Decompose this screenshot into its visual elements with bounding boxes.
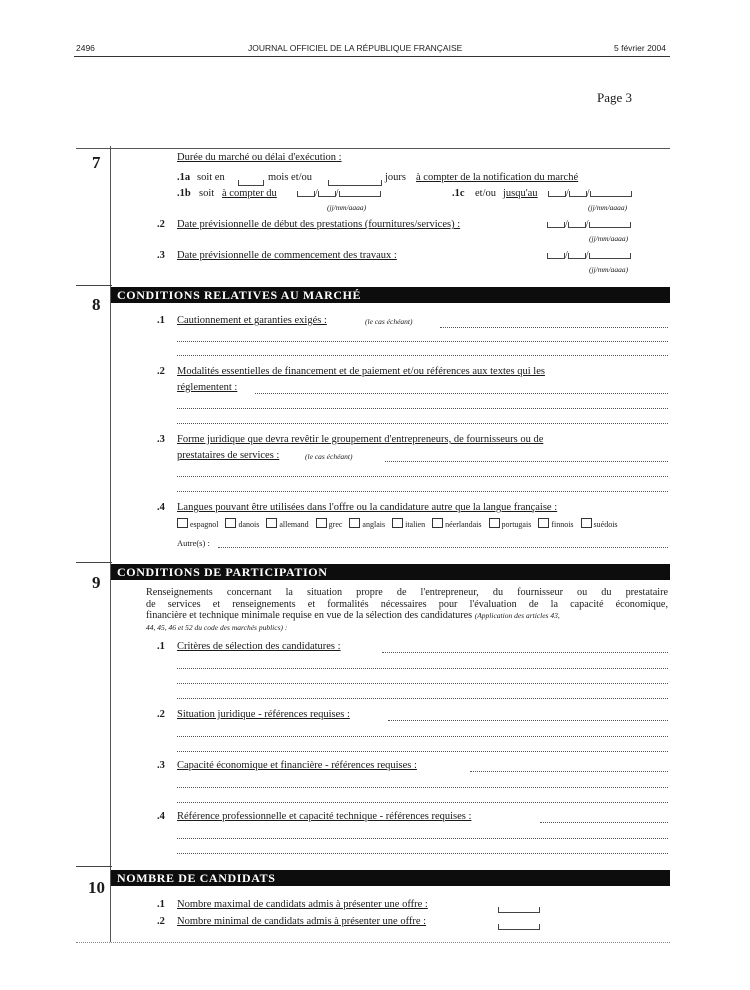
answer-line[interactable] (177, 853, 668, 854)
answer-line[interactable] (177, 698, 668, 699)
answer-line[interactable] (177, 683, 668, 684)
checkbox[interactable] (489, 518, 500, 528)
language-label: finnois (551, 520, 574, 529)
section-banner: NOMBRE DE CANDIDATS (111, 870, 670, 886)
checkbox[interactable] (177, 518, 188, 528)
bottom-rule (76, 942, 670, 943)
answer-line[interactable] (385, 461, 668, 462)
min-candidates-field[interactable] (498, 916, 540, 934)
item-number: .3 (157, 434, 165, 445)
answer-line[interactable] (177, 838, 668, 839)
language-option[interactable] (581, 520, 618, 529)
item-label: à compter de la notification du marché (416, 172, 579, 183)
answer-line[interactable] (177, 341, 668, 342)
language-label: portugais (501, 520, 532, 529)
intro-note: 44, 45, 46 et 52 du code des marchés publics) : (146, 622, 288, 632)
section-number: 10 (88, 878, 105, 897)
section-title: Durée du marché ou délai d'exécution : (177, 152, 342, 163)
item-number: .1a (177, 172, 191, 183)
item-number: .4 (157, 811, 165, 822)
date-format-hint: (jj/mm/aaaa) (589, 234, 629, 243)
item-label: Modalités essentielles de financement et de paiement et/ou références aux textes qui les (177, 366, 545, 377)
section-intro (146, 587, 668, 633)
answer-line[interactable] (177, 787, 668, 788)
answer-line[interactable] (255, 393, 668, 394)
item-label: jours (385, 172, 406, 183)
item-number: .4 (157, 502, 165, 513)
answer-line[interactable] (177, 491, 668, 492)
item-label: Nombre minimal de candidats admis à présenter une offre : (177, 916, 427, 927)
item-label: jusqu'au (503, 188, 538, 199)
language-option[interactable] (489, 520, 532, 529)
language-option[interactable] (349, 520, 385, 529)
section-banner: CONDITIONS RELATIVES AU MARCHÉ (111, 287, 670, 303)
section-7-rule (76, 148, 670, 149)
language-option[interactable] (177, 520, 218, 529)
language-option[interactable] (538, 520, 573, 529)
item-label: mois et/ou (268, 172, 313, 183)
item-note: (le cas échéant) (365, 317, 413, 326)
item-label: Langues pouvant être utilisées dans l'offre ou la candidature autre que la langue française : (177, 502, 558, 513)
item-number: .2 (157, 219, 165, 230)
works-date-field[interactable]: / / (547, 250, 631, 261)
checkbox[interactable] (392, 518, 403, 528)
language-label: suédois (593, 520, 618, 529)
section-number: 9 (92, 573, 101, 592)
answer-line[interactable] (177, 802, 668, 803)
journal-title: JOURNAL OFFICIEL DE LA RÉPUBLIQUE FRANÇAISE (248, 43, 463, 53)
language-label: allemand (279, 520, 309, 529)
intro-line: Renseignements concernant la situation propre de l'entrepreneur, du fournisseur ou du prestataire (146, 587, 668, 598)
item-label: soit (199, 188, 215, 199)
item-label: Forme juridique que devra revêtir le groupement d'entrepreneurs, de fournisseurs ou de (177, 434, 544, 445)
checkbox[interactable] (316, 518, 327, 528)
item-number: .1 (157, 641, 165, 652)
date-format-hint: (jj/mm/aaaa) (588, 203, 628, 212)
intro-note: (Application des articles 43, (474, 611, 560, 621)
language-option[interactable] (432, 520, 481, 529)
item-label: prestataires de services : (177, 450, 280, 461)
answer-line[interactable] (388, 720, 668, 721)
begin-date-field[interactable]: / / (547, 219, 631, 230)
left-margin-rule (110, 146, 111, 942)
answer-line[interactable] (177, 355, 668, 356)
answer-line[interactable] (177, 668, 668, 669)
language-label: italien (405, 520, 426, 529)
item-label: à compter du (222, 188, 277, 199)
item-number: .1c (452, 188, 465, 199)
item-label: Cautionnement et garanties exigés : (177, 315, 327, 326)
answer-line[interactable] (382, 652, 668, 653)
language-option[interactable] (392, 520, 425, 529)
date-format-hint: (jj/mm/aaaa) (327, 203, 367, 212)
item-number: .3 (157, 760, 165, 771)
answer-line[interactable] (177, 408, 668, 409)
checkbox[interactable] (432, 518, 443, 528)
section-9-rule (76, 562, 112, 563)
language-label: néerlandais (445, 520, 482, 529)
intro-line: financière et technique minimale requise en vue de la sélection des candidatures (146, 610, 473, 622)
checkbox[interactable] (349, 518, 360, 528)
section-10-rule (76, 866, 112, 867)
answer-line[interactable] (540, 822, 668, 823)
item-note: (le cas échéant) (305, 452, 353, 461)
item-label: Nombre maximal de candidats admis à présenter une offre : (177, 899, 428, 910)
language-label: espagnol (190, 520, 219, 529)
checkbox[interactable] (266, 518, 277, 528)
language-label: grec (328, 520, 343, 529)
answer-line[interactable] (177, 476, 668, 477)
item-label: Date prévisionnelle de commencement des travaux : (177, 250, 397, 261)
section-8-rule (76, 285, 112, 286)
date-format-hint: (jj/mm/aaaa) (589, 265, 629, 274)
intro-line: de services et renseignements et formalités nécessaires pour l'évaluation de la capacité économique, (146, 598, 668, 610)
max-candidates-field[interactable] (498, 899, 540, 917)
language-label: danois (238, 520, 260, 529)
answer-line[interactable] (218, 547, 668, 548)
page-number-header: 2496 (76, 43, 95, 53)
item-label: Critères de sélection des candidatures : (177, 641, 341, 652)
language-option[interactable] (266, 520, 308, 529)
item-label: réglementent : (177, 382, 238, 393)
page-label: Page 3 (597, 90, 633, 105)
checkbox[interactable] (225, 518, 236, 528)
issue-date: 5 février 2004 (614, 43, 666, 53)
item-label: Référence professionnelle et capacité technique - références requises : (177, 811, 472, 822)
item-number: .1 (157, 899, 165, 910)
item-number: .2 (157, 916, 165, 927)
checkbox[interactable] (581, 518, 592, 528)
start-date-field[interactable]: / / (297, 188, 381, 199)
answer-line[interactable] (440, 327, 668, 328)
language-option[interactable] (316, 520, 343, 529)
section-number: 8 (92, 295, 101, 314)
item-number: .1b (177, 188, 191, 199)
section-number: 7 (92, 153, 101, 172)
answer-line[interactable] (177, 423, 668, 424)
item-number: .2 (157, 366, 165, 377)
header-rule (74, 56, 670, 57)
answer-line[interactable] (177, 736, 668, 737)
answer-line[interactable] (470, 771, 668, 772)
item-label: soit en (197, 172, 225, 183)
language-label: anglais (362, 520, 386, 529)
item-label: et/ou (475, 188, 496, 199)
language-options (177, 518, 623, 529)
item-label: Capacité économique et financière - références requises : (177, 760, 417, 771)
answer-line[interactable] (177, 751, 668, 752)
other-languages-label: Autre(s) : (177, 538, 210, 548)
language-option[interactable] (225, 520, 259, 529)
item-label: Date prévisionnelle de début des prestations (fournitures/services) : (177, 219, 461, 230)
checkbox[interactable] (538, 518, 549, 528)
item-number: .1 (157, 315, 165, 326)
section-banner: CONDITIONS DE PARTICIPATION (111, 564, 670, 580)
item-label: Situation juridique - références requises : (177, 709, 350, 720)
item-number: .2 (157, 709, 165, 720)
end-date-field[interactable]: / / (548, 188, 632, 199)
item-number: .3 (157, 250, 165, 261)
